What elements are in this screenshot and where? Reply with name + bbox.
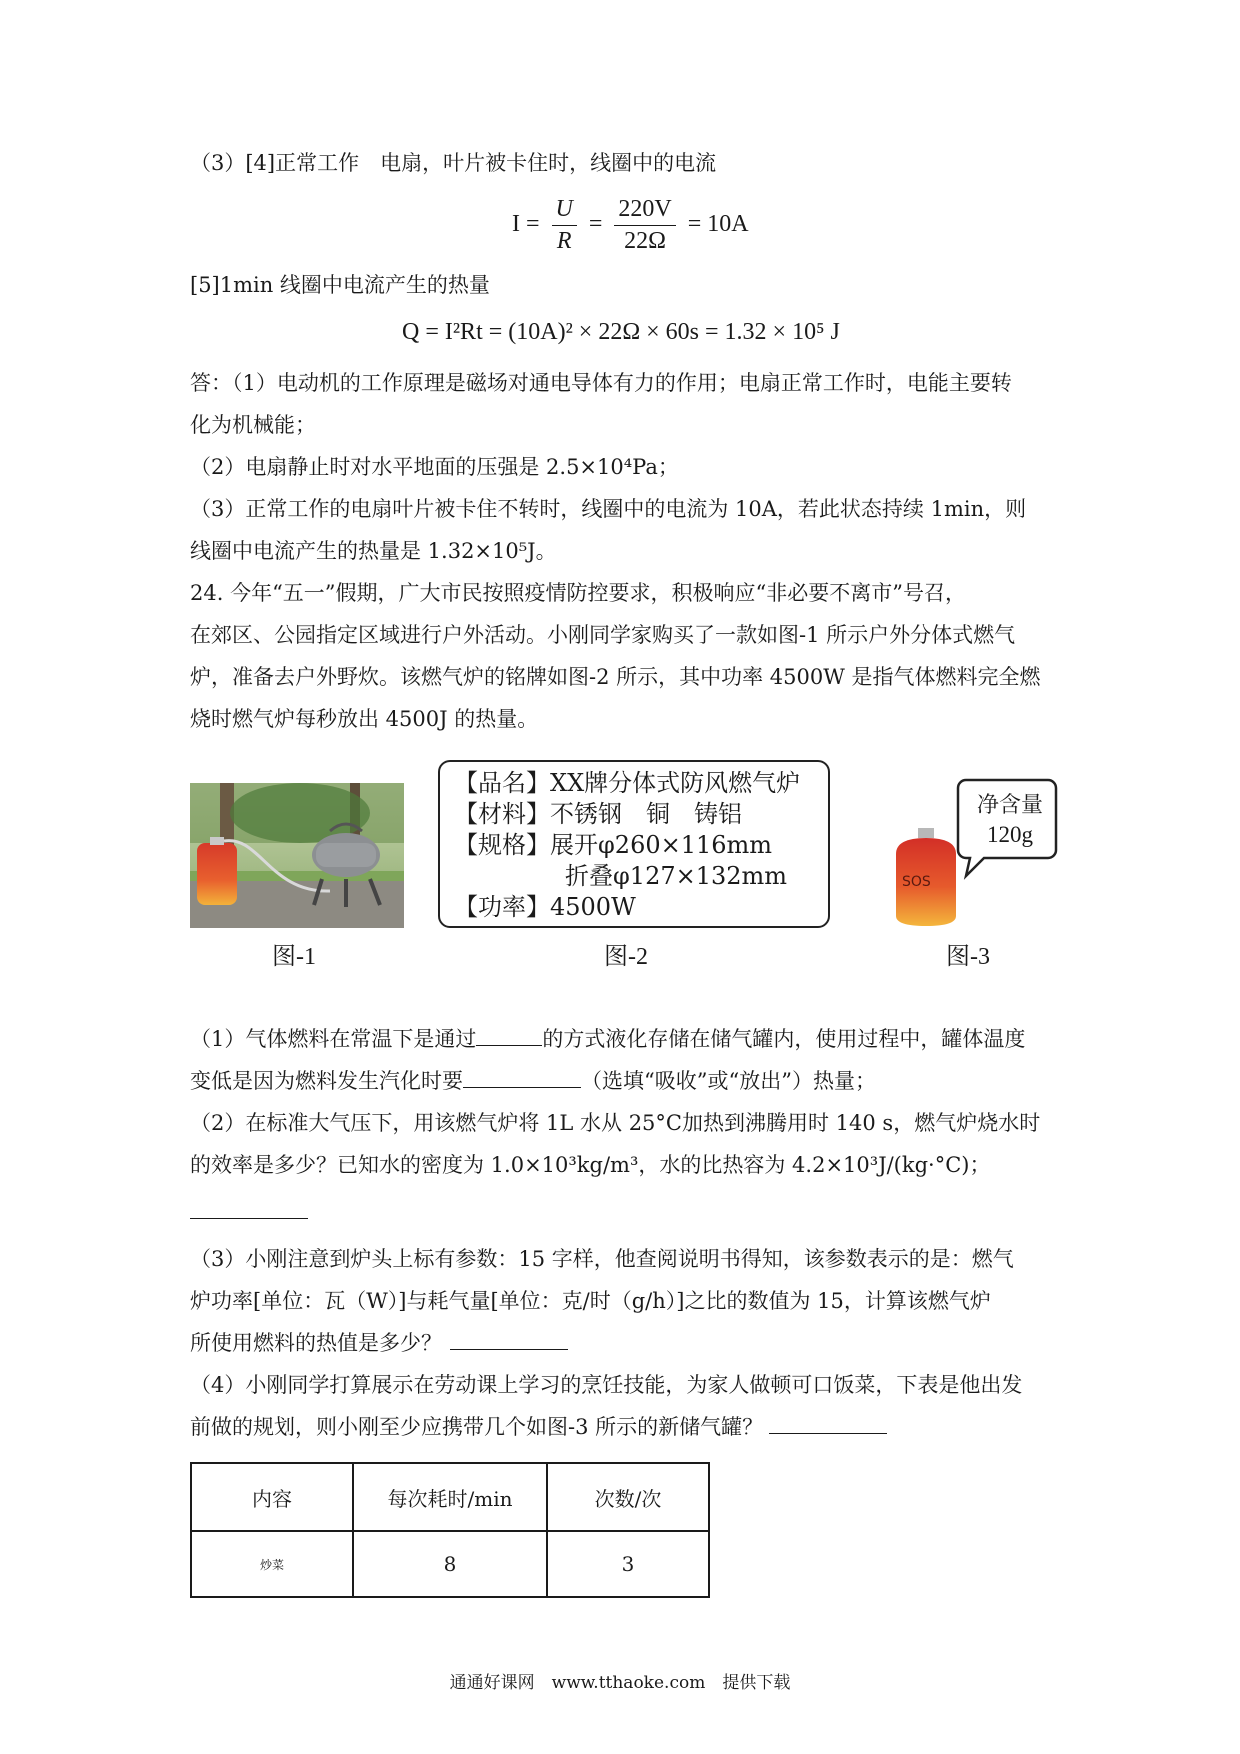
answer-3: （3）正常工作的电扇叶片被卡住不转时，线圈中的电流为 10A，若此状态持续 1min，则 [190,497,1027,521]
fraction-denominator: R [556,228,572,254]
nameplate-power-value: 4500W [550,893,636,921]
fraction-numerator: 220V [614,196,675,226]
cooking-plan-table [190,1462,710,1598]
subquestion-1-line-1 [190,1024,1070,1054]
nameplate-name-row [454,768,828,799]
subquestion-4-line-2 [190,1412,1070,1442]
answer-1: 答：（1）电动机的工作原理是磁场对通电导体有力的作用；电扇正常工作时，电能主要转 [190,371,1012,395]
nameplate-spec-row [454,830,828,861]
bubble-line-1: 净含量 [976,793,1044,818]
figure-1-photo [190,783,404,928]
answer-blank-3[interactable] [190,1218,308,1219]
nameplate-name-value: XX牌分体式防风燃气炉 [550,769,801,797]
subquestion-2-line-1: （2）在标准大气压下，用该燃气炉将 1L 水从 25°C加热到沸腾用时 140 s，燃气炉烧水时 [190,1111,1041,1135]
nameplate-name-label: 【品名】 [454,769,550,797]
gas-canister [197,843,237,905]
figure-3-canister [890,776,1060,928]
subquestion-3-line-3 [190,1328,1070,1358]
subquestion-4-text: 前做的规划，则小刚至少应携带几个如图-3 所示的新储气罐？ [190,1415,764,1439]
answer-blank-1[interactable] [476,1045,542,1046]
question-24-line-1: 24. 今年“五一”假期，广大市民按照疫情防控要求，积极响应“非必要不离市”号召， [190,581,967,605]
subquestion-3-line-2: 炉功率[单位：瓦（W）]与耗气量[单位：克/时（g/h）]之比的数值为 15，计算该燃气炉 [190,1289,991,1313]
answer-blank-4[interactable] [450,1349,568,1350]
nameplate-power-row [454,892,828,923]
table-header-time: 每次耗时/min [353,1463,547,1531]
table-cell-count: 3 [547,1531,709,1597]
page-footer: 通通好课网 www.tthaoke.com 提供下载 [449,1673,791,1693]
subquestion-1-text-c: 变低是因为燃料发生汽化时要 [190,1069,463,1093]
fraction-values [614,196,675,255]
answer-3-cont: 线圈中电流产生的热量是 1.32×10⁵J。 [190,539,557,563]
subquestion-2-line-2: 的效率是多少？已知水的密度为 1.0×10³kg/m³，水的比热容为 4.2×10³J/(kg·°C)； [190,1153,991,1177]
nameplate-spec-folded: 折叠φ127×132mm [565,862,788,890]
formula-result: = 10A [687,211,749,238]
answer-blank-5[interactable] [769,1433,887,1434]
answer-2: （2）电扇静止时对水平地面的压强是 2.5×10⁴Pa； [190,455,679,479]
table-header-content: 内容 [191,1463,353,1531]
formula-lhs: I = [512,211,540,238]
subquestion-3-text: 所使用燃料的热值是多少？ [190,1331,442,1355]
answer-1-cont: 化为机械能； [190,413,316,437]
question-24-line-2: 在郊区、公园指定区域进行户外活动。小刚同学家购买了一款如图-1 所示户外分体式燃气 [190,623,1016,647]
answer-blank-2[interactable] [463,1087,581,1088]
fraction-numerator: U [552,196,577,226]
formula-heat: Q = I²Rt = (10A)² × 22Ω × 60s = 1.32 × 10⁵ J [402,319,840,345]
question-24-line-4: 烧时燃气炉每秒放出 4500J 的热量。 [190,707,539,731]
nameplate-material-value: 不锈钢 铜 铸铝 [550,800,742,828]
subquestion-1-line-2 [190,1066,1070,1096]
nameplate-spec-unfolded: 展开φ260×116mm [550,831,773,859]
canister-label-text: SOS [902,874,931,890]
table-header-row [191,1463,709,1531]
bubble-line-2: 120g [987,822,1033,847]
figure-1-caption: 图-1 [272,944,316,970]
figure-2-nameplate [438,760,830,928]
question-24-line-3: 炉，准备去户外野炊。该燃气炉的铭牌如图-2 所示，其中功率 4500W 是指气体燃料完全燃 [190,665,1041,689]
subquestion-4-line-1: （4）小刚同学打算展示在劳动课上学习的烹饪技能，为家人做顿可口饭菜，下表是他出发 [190,1373,1023,1397]
figure-2-caption: 图-2 [604,944,648,970]
figure-3-caption: 图-3 [946,944,990,970]
table-row [191,1531,709,1597]
subquestion-1-text-b: 的方式液化存储在储气罐内，使用过程中，罐体温度 [542,1027,1026,1051]
table-header-count: 次数/次 [547,1463,709,1531]
subquestion-3-line-1: （3）小刚注意到炉头上标有参数：15 字样，他查阅说明书得知，该参数表示的是：燃气 [190,1247,1014,1271]
fraction-u-over-r [552,196,577,255]
subquestion-1-text-a: （1）气体燃料在常温下是通过 [190,1027,477,1051]
solution-line-2: [5]1min 线圈中电流产生的热量 [190,273,490,297]
nameplate-material-label: 【材料】 [454,800,550,828]
subquestion-1-text-d: （选填“吸收”或“放出”）热量； [581,1069,876,1093]
formula-current [512,196,749,255]
formula-equals: = [588,211,603,238]
table-cell-time: 8 [353,1531,547,1597]
nameplate-spec-label: 【规格】 [454,831,550,859]
solution-line-1: （3）[4]正常工作 电扇，叶片被卡住时，线圈中的电流 [190,151,717,175]
fraction-denominator: 22Ω [624,228,667,254]
nameplate-power-label: 【功率】 [454,893,550,921]
table-cell-content: 炒菜 [191,1531,353,1597]
nameplate-material-row [454,799,828,830]
